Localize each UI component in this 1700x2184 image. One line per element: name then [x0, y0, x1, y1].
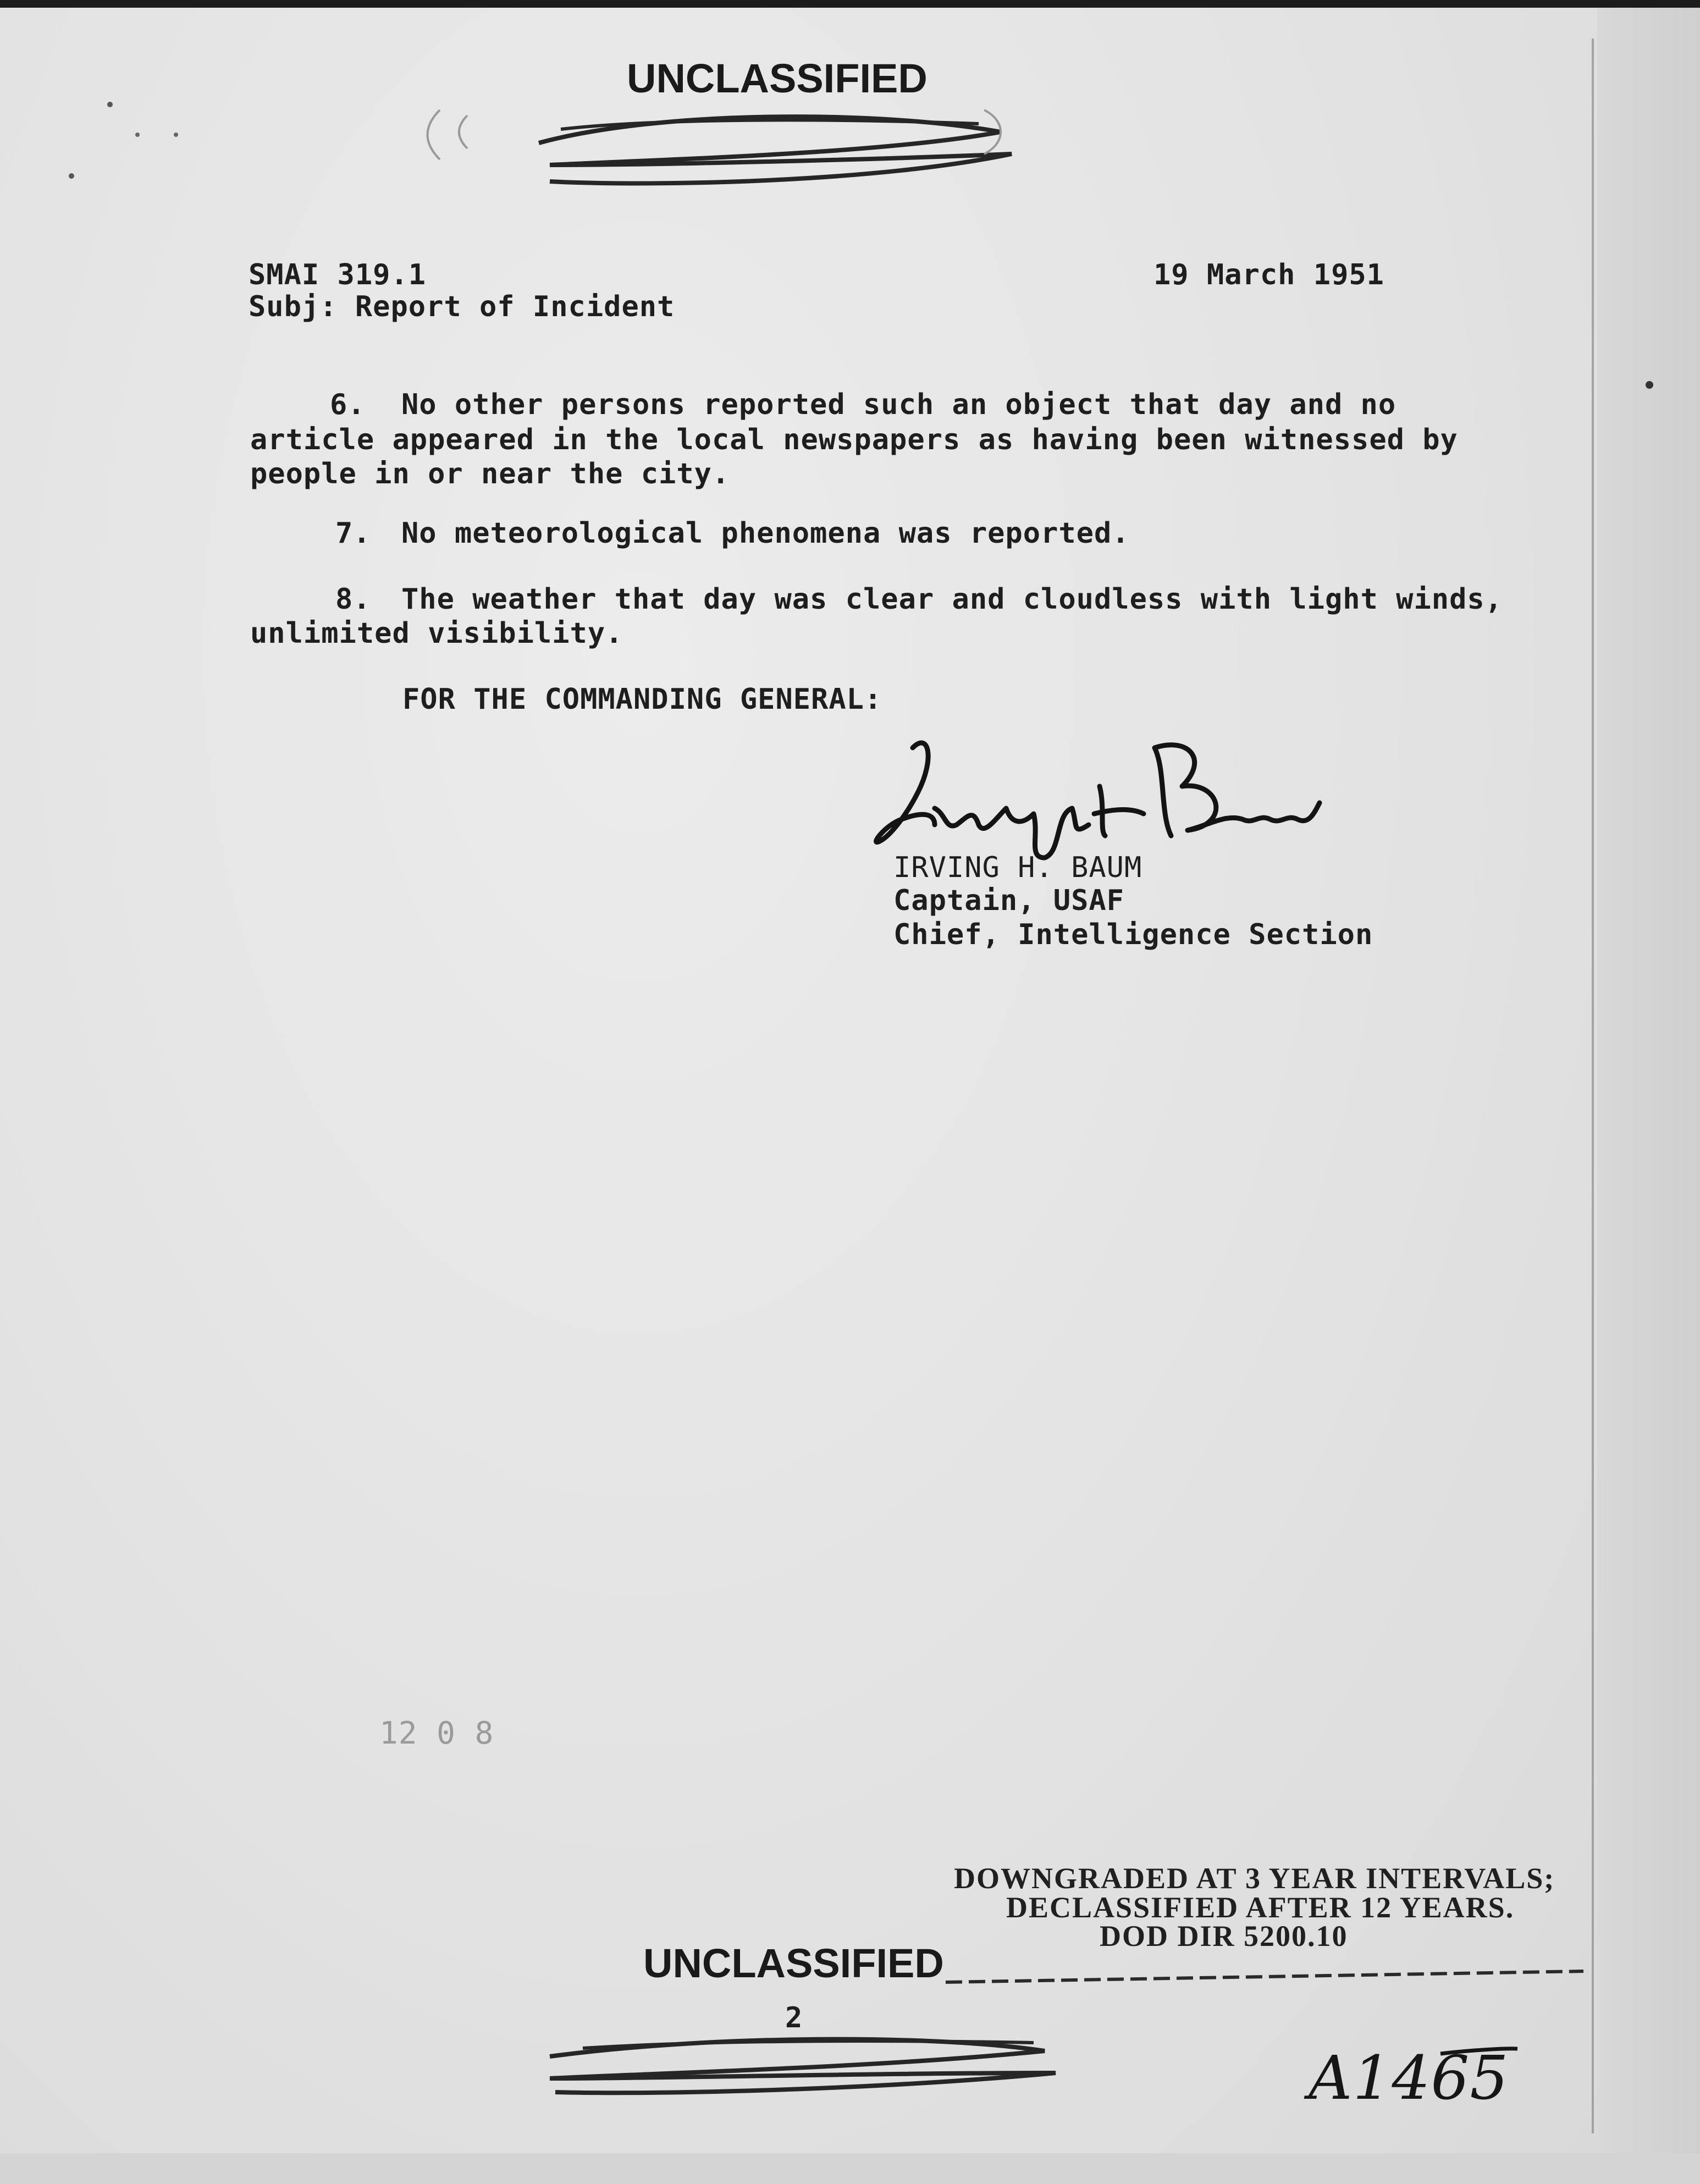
downgrade-line-2: DECLASSIFIED AFTER 12 YEARS. — [1006, 1891, 1515, 1924]
faint-stamp-numbers: 12 0 8 — [379, 1716, 494, 1751]
downgrade-line-1: DOWNGRADED AT 3 YEAR INTERVALS; — [954, 1862, 1555, 1895]
reference-number: SMAI 319.1 — [249, 258, 427, 291]
header-classification-stamp: UNCLASSIFIED — [627, 56, 928, 101]
paragraph-8-number: 8. — [335, 583, 371, 616]
page-number: 2 — [785, 2001, 803, 2034]
paragraph-7-line-1: No meteorological phenomena was reported. — [401, 517, 1130, 550]
paragraph-6-number: 6. — [330, 388, 366, 421]
downgrade-line-3: DOD DIR 5200.10 — [1100, 1920, 1348, 1953]
handwritten-reference: A1465 — [1309, 2043, 1509, 2113]
paragraph-8-line-2: unlimited visibility. — [250, 617, 623, 650]
paragraph-6-line-1: No other persons reported such an object that day and no — [401, 388, 1397, 421]
paragraph-6-line-2: article appeared in the local newspapers as having been witnessed by — [250, 423, 1458, 456]
subject-line: Subj: Report of Incident — [249, 290, 675, 323]
document-date: 19 March 1951 — [1153, 258, 1384, 291]
closing-line: FOR THE COMMANDING GENERAL: — [402, 683, 882, 716]
signer-name: IRVING H. BAUM — [893, 851, 1142, 884]
footer-classification-stamp: UNCLASSIFIED — [643, 1940, 944, 1986]
paragraph-7-number: 7. — [335, 517, 371, 550]
signer-title: Chief, Intelligence Section — [893, 918, 1373, 951]
paragraph-6-line-3: people in or near the city. — [250, 457, 730, 490]
signer-rank: Captain, USAF — [893, 884, 1124, 917]
paragraph-8-line-1: The weather that day was clear and cloudless with light winds, — [401, 583, 1503, 616]
